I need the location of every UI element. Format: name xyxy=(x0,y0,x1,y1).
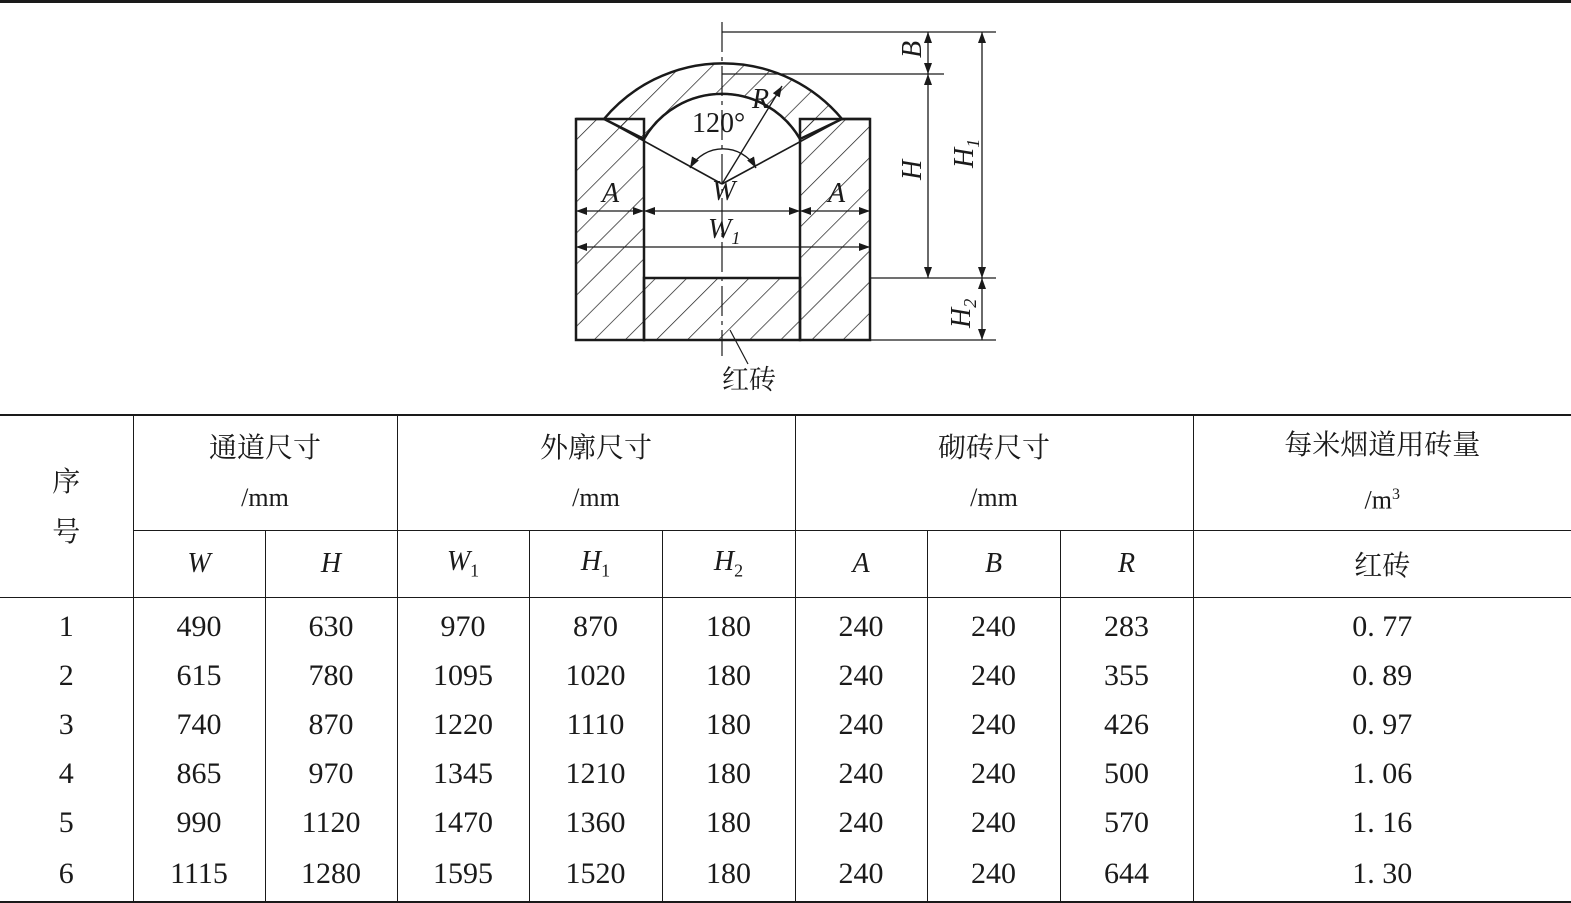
seq-header-line2: 号 xyxy=(52,514,81,548)
cell-w: 740 xyxy=(133,700,265,749)
cell-h2: 180 xyxy=(662,749,795,798)
cell-b: 240 xyxy=(927,798,1060,847)
cell-b: 240 xyxy=(927,651,1060,700)
cell-h: 1280 xyxy=(265,847,397,902)
seq-header-line1: 序 xyxy=(52,464,81,498)
col-header-r: R xyxy=(1060,531,1193,598)
cell-r: 355 xyxy=(1060,651,1193,700)
cell-b: 240 xyxy=(927,847,1060,902)
cell-red-brick: 0. 97 xyxy=(1193,700,1571,749)
col-header-w1: $W_1$ xyxy=(397,531,529,598)
flue-cross-section-diagram xyxy=(0,0,1571,410)
cell-r: 426 xyxy=(1060,700,1193,749)
cell-h: 970 xyxy=(265,749,397,798)
col-header-b: B xyxy=(927,531,1060,598)
cell-a: 240 xyxy=(795,847,927,902)
cell-red-brick: 1. 16 xyxy=(1193,798,1571,847)
col-header-a: A xyxy=(795,531,927,598)
cell-seq: 6 xyxy=(58,857,74,890)
cell-red-brick: 0. 89 xyxy=(1193,651,1571,700)
w1-label: $W_1$ xyxy=(708,214,741,248)
cell-h2: 180 xyxy=(662,798,795,847)
cell-w1: 1220 xyxy=(397,700,529,749)
cell-h1: 1110 xyxy=(529,700,662,749)
b-label: B xyxy=(897,40,928,58)
table-row xyxy=(0,847,1571,902)
cell-h2: 180 xyxy=(662,700,795,749)
cell-w: 1115 xyxy=(133,847,265,902)
header-row-columns xyxy=(0,531,1571,598)
flue-dimensions-table xyxy=(0,414,1571,903)
cell-a: 240 xyxy=(795,651,927,700)
cell-b: 240 xyxy=(927,598,1060,652)
h2-label: $H_2$ xyxy=(946,298,980,328)
cell-w: 490 xyxy=(133,598,265,652)
cell-r: 644 xyxy=(1060,847,1193,902)
cell-r: 283 xyxy=(1060,598,1193,652)
table-body xyxy=(0,598,1571,903)
cell-h1: 1520 xyxy=(529,847,662,902)
cell-w1: 1345 xyxy=(397,749,529,798)
col-header-red-brick: 红砖 xyxy=(1193,531,1571,598)
group-header-channel: 通道尺寸 /mm xyxy=(133,415,397,531)
cell-w1: 1470 xyxy=(397,798,529,847)
col-header-h: H xyxy=(265,531,397,598)
cell-seq: 4 xyxy=(58,756,74,790)
header-row-groups xyxy=(0,415,1571,531)
cell-h: 630 xyxy=(265,598,397,652)
cell-r: 500 xyxy=(1060,749,1193,798)
cell-red-brick: 1. 30 xyxy=(1193,847,1571,902)
cell-h1: 870 xyxy=(529,598,662,652)
cell-w: 865 xyxy=(133,749,265,798)
group-header-outline: 外廓尺寸 /mm xyxy=(397,415,795,531)
brick-callout-label: 红砖 xyxy=(722,365,776,396)
cell-a: 240 xyxy=(795,700,927,749)
cell-a: 240 xyxy=(795,798,927,847)
right-wall xyxy=(800,119,870,340)
cell-h2: 180 xyxy=(662,598,795,652)
group-header-masonry: 砌砖尺寸 /mm xyxy=(795,415,1193,531)
a-label-left: A xyxy=(602,178,620,209)
radius-label: R xyxy=(752,84,770,115)
cell-h2: 180 xyxy=(662,651,795,700)
group-header-brick-usage: 每米烟道用砖量 $/m^3$ xyxy=(1193,415,1571,531)
cell-a: 240 xyxy=(795,598,927,652)
cell-h: 780 xyxy=(265,651,397,700)
cell-seq: 3 xyxy=(58,707,74,741)
cell-red-brick: 1. 06 xyxy=(1193,749,1571,798)
cell-w: 615 xyxy=(133,651,265,700)
cell-h: 1120 xyxy=(265,798,397,847)
a-label-right: A xyxy=(828,178,846,209)
seq-header xyxy=(0,415,133,598)
cell-red-brick: 0. 77 xyxy=(1193,598,1571,652)
cell-h: 870 xyxy=(265,700,397,749)
cell-a: 240 xyxy=(795,749,927,798)
cell-h1: 1020 xyxy=(529,651,662,700)
cell-w1: 1095 xyxy=(397,651,529,700)
cell-b: 240 xyxy=(927,749,1060,798)
cell-seq: 1 xyxy=(58,609,74,643)
h1-label: $H_1$ xyxy=(949,138,983,168)
cell-h1: 1360 xyxy=(529,798,662,847)
cell-h2: 180 xyxy=(662,847,795,902)
left-wall xyxy=(576,119,644,340)
angle-label: 120° xyxy=(692,108,746,139)
cell-b: 240 xyxy=(927,700,1060,749)
cell-r: 570 xyxy=(1060,798,1193,847)
col-header-w: W xyxy=(133,531,265,598)
h-label: H xyxy=(897,159,928,180)
col-header-h2: $H_2$ xyxy=(662,531,795,598)
cell-seq: 5 xyxy=(58,805,74,839)
table-row xyxy=(0,798,1571,847)
table-row xyxy=(0,598,1571,652)
table-row xyxy=(0,651,1571,700)
cell-seq: 2 xyxy=(58,658,74,692)
table-row xyxy=(0,749,1571,798)
cell-h1: 1210 xyxy=(529,749,662,798)
height-dimensions xyxy=(928,32,982,340)
table-row xyxy=(0,700,1571,749)
cell-w1: 1595 xyxy=(397,847,529,902)
w-label: W xyxy=(712,176,736,207)
col-header-h1: $H_1$ xyxy=(529,531,662,598)
cell-w: 990 xyxy=(133,798,265,847)
cell-w1: 970 xyxy=(397,598,529,652)
